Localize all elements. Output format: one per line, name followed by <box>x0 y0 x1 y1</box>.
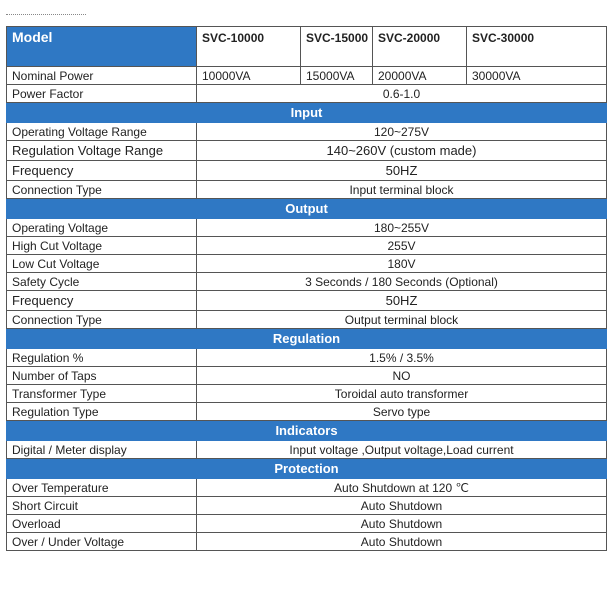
row-label: Short Circuit <box>7 497 197 515</box>
table-row <box>7 497 607 515</box>
cell-value: Auto Shutdown <box>197 497 607 515</box>
section-header <box>7 421 607 441</box>
cell-value: 140~260V (custom made) <box>197 141 607 161</box>
table-row <box>7 441 607 459</box>
table-row <box>7 255 607 273</box>
row-label: Regulation Type <box>7 403 197 421</box>
table-row <box>7 123 607 141</box>
section-header <box>7 199 607 219</box>
cell-value: Auto Shutdown at 120 ℃ <box>197 479 607 497</box>
row-label: Connection Type <box>7 311 197 329</box>
cell-value: 0.6-1.0 <box>197 85 607 103</box>
section-title: Indicators <box>7 421 607 441</box>
table-row <box>7 141 607 161</box>
cell-value: 3 Seconds / 180 Seconds (Optional) <box>197 273 607 291</box>
section-title: Input <box>7 103 607 123</box>
row-label: Regulation Voltage Range <box>7 141 197 161</box>
table-row <box>7 181 607 199</box>
table-row <box>7 385 607 403</box>
table-row <box>7 367 607 385</box>
table-row <box>7 479 607 497</box>
cell-value: Servo type <box>197 403 607 421</box>
table-row <box>7 237 607 255</box>
row-label: Over / Under Voltage <box>7 533 197 551</box>
model-name: SVC-30000 <box>467 27 607 67</box>
table-row <box>7 161 607 181</box>
table-row <box>7 291 607 311</box>
cell-value: Input voltage ,Output voltage,Load current <box>197 441 607 459</box>
model-name: SVC-10000 <box>197 27 301 67</box>
cell-value: Toroidal auto transformer <box>197 385 607 403</box>
row-label: Frequency <box>7 161 197 181</box>
cell-value: NO <box>197 367 607 385</box>
row-label: Overload <box>7 515 197 533</box>
row-label: Number of Taps <box>7 367 197 385</box>
section-title: Regulation <box>7 329 607 349</box>
row-label: Operating Voltage <box>7 219 197 237</box>
nominal-power-row <box>7 67 607 85</box>
row-label: Transformer Type <box>7 385 197 403</box>
power-factor-row <box>7 85 607 103</box>
row-label: Connection Type <box>7 181 197 199</box>
cell-value: 120~275V <box>197 123 607 141</box>
row-label: Safety Cycle <box>7 273 197 291</box>
section-header <box>7 103 607 123</box>
model-header-row <box>7 27 607 67</box>
section-header <box>7 329 607 349</box>
section-title: Output <box>7 199 607 219</box>
row-label: Regulation % <box>7 349 197 367</box>
cell-value: 15000VA <box>301 67 373 85</box>
row-label: Frequency <box>7 291 197 311</box>
row-label: Over Temperature <box>7 479 197 497</box>
cell-value: 50HZ <box>197 291 607 311</box>
table-row <box>7 533 607 551</box>
row-label: Operating Voltage Range <box>7 123 197 141</box>
top-dotted-artifact <box>6 14 86 21</box>
cell-value: Auto Shutdown <box>197 533 607 551</box>
table-row <box>7 273 607 291</box>
row-label: Digital / Meter display <box>7 441 197 459</box>
table-row <box>7 349 607 367</box>
cell-value: Input terminal block <box>197 181 607 199</box>
spec-table <box>6 26 607 551</box>
table-row <box>7 515 607 533</box>
cell-value: 180V <box>197 255 607 273</box>
section-title: Protection <box>7 459 607 479</box>
cell-value: 180~255V <box>197 219 607 237</box>
model-label: Model <box>7 27 197 67</box>
cell-value: Auto Shutdown <box>197 515 607 533</box>
row-label: Nominal Power <box>7 67 197 85</box>
table-row <box>7 311 607 329</box>
row-label: High Cut Voltage <box>7 237 197 255</box>
model-name: SVC-20000 <box>373 27 467 67</box>
cell-value: Output terminal block <box>197 311 607 329</box>
cell-value: 50HZ <box>197 161 607 181</box>
cell-value: 30000VA <box>467 67 607 85</box>
cell-value: 1.5% / 3.5% <box>197 349 607 367</box>
row-label: Power Factor <box>7 85 197 103</box>
table-row <box>7 403 607 421</box>
table-row <box>7 219 607 237</box>
model-name: SVC-15000 <box>301 27 373 67</box>
cell-value: 255V <box>197 237 607 255</box>
cell-value: 20000VA <box>373 67 467 85</box>
spec-table-body <box>7 27 607 551</box>
row-label: Low Cut Voltage <box>7 255 197 273</box>
section-header <box>7 459 607 479</box>
cell-value: 10000VA <box>197 67 301 85</box>
